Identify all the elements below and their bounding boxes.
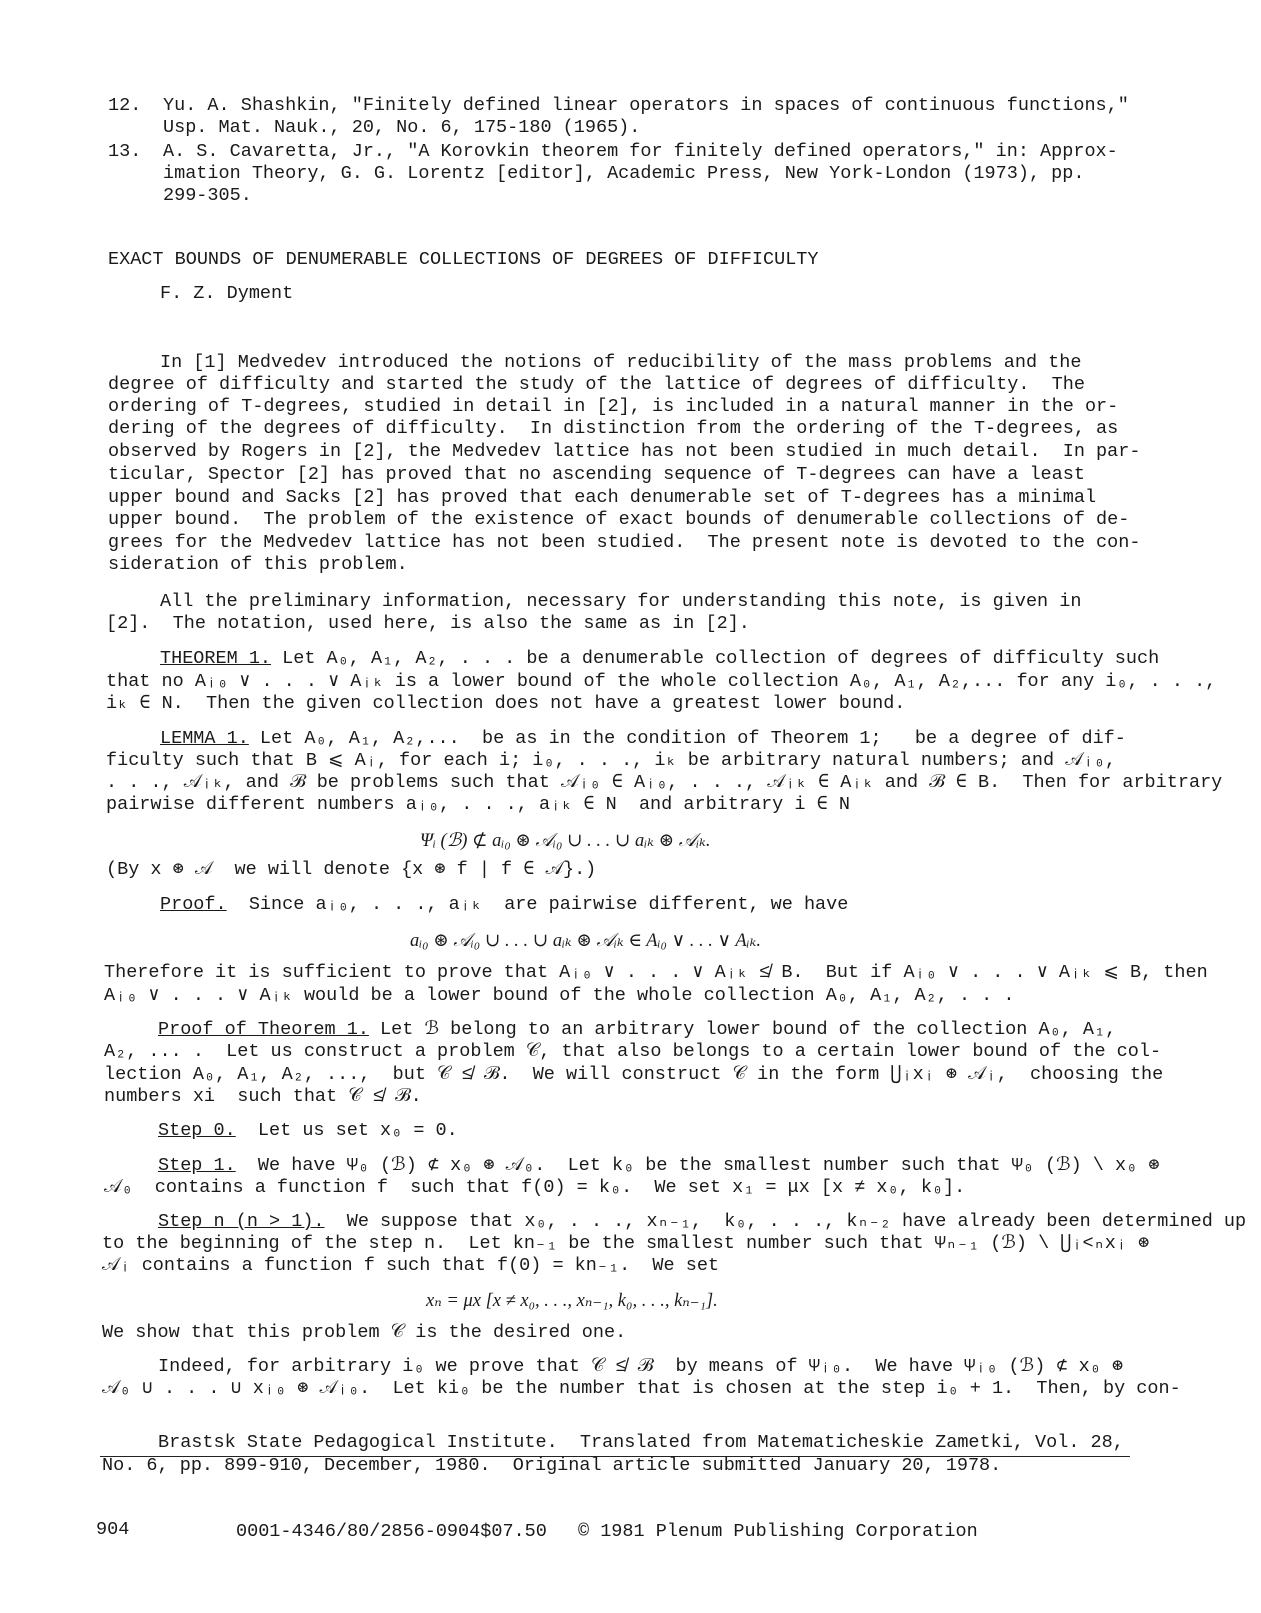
ref-13-line1: A. S. Cavaretta, Jr., "A Korovkin theorem for finitely defined operators," in: Approx-	[163, 141, 1118, 162]
notation-line: (By x ⊛ 𝒜 we will denote {x ⊛ f | f ∈ 𝒜}.)	[106, 859, 597, 880]
p1-line: ticular, Spector [2] has proved that no ascending sequence of T-degrees can have a least	[108, 464, 1085, 485]
lemma-line-2: ficulty such that B ⩽ Aᵢ, for each i; i₀, . . ., iₖ be arbitrary natural numbers; and 𝒜ᵢ₀,	[106, 750, 1116, 771]
lemma-line-1	[160, 728, 1126, 750]
step1-line-2: 𝒜₀ contains a function f such that f(0) = k₀. We set x₁ = μx [x ≠ x₀, k₀].	[104, 1177, 966, 1198]
article-author: F. Z. Dyment	[160, 283, 294, 304]
proof-label: Proof.	[160, 894, 227, 915]
p2-line: [2]. The notation, used here, is also the same as in [2].	[106, 613, 750, 634]
proof-rest-2: Aᵢ₀ ∨ . . . ∨ Aᵢₖ would be a lower bound of the whole collection A₀, A₁, A₂, . . .	[104, 985, 1015, 1006]
step1-label: Step 1.	[158, 1155, 236, 1176]
stepn-text: We suppose that x₀, . . ., xₙ₋₁, k₀, . . ., kₙ₋₂ have already been determined up	[324, 1211, 1247, 1232]
pot-label: Proof of Theorem 1.	[158, 1019, 369, 1040]
pot-text: Let ℬ belong to an arbitrary lower bound of the collection A₀, A₁,	[368, 1019, 1117, 1040]
proof-rest-1: Therefore it is sufficient to prove that Aᵢ₀ ∨ . . . ∨ Aᵢₖ ≰ B. But if Aᵢ₀ ∨ . . . ∨ Aᵢₖ ⩽ B, then	[104, 962, 1208, 983]
theorem-text: Let A₀, A₁, A₂, . . . be a denumerable collection of degrees of difficulty such	[271, 648, 1160, 669]
ref-12-line2: Usp. Mat. Nauk., 20, No. 6, 175-180 (1965).	[163, 117, 641, 138]
lemma-line-3: . . ., 𝒜ᵢₖ, and ℬ be problems such that 𝒜ᵢ₀ ∈ Aᵢ₀, . . ., 𝒜ᵢₖ ∈ Aᵢₖ and ℬ ∈ B. Then for arbitrary	[106, 772, 1223, 793]
step0-label: Step 0.	[158, 1120, 236, 1141]
p1-line: observed by Rogers in [2], the Medvedev lattice has not been studied in much detail. In par-	[108, 441, 1141, 462]
lemma-formula: Ψᵢ (ℬ) ⊄ aᵢ₀ ⊛ 𝒜ᵢ₀ ∪ . . . ∪ aᵢₖ ⊛ 𝒜ᵢₖ.	[420, 831, 711, 851]
step0-line	[158, 1120, 458, 1142]
step0-text: Let us set x₀ = 0.	[235, 1120, 458, 1141]
show-line: We show that this problem 𝒞 is the desired one.	[102, 1322, 627, 1343]
article-title: EXACT BOUNDS OF DENUMERABLE COLLECTIONS OF DEGREES OF DIFFICULTY	[108, 249, 819, 270]
ref-13-line3: 299-305.	[163, 185, 252, 206]
lemma-label: LEMMA 1.	[160, 728, 249, 749]
ref-13-line2: imation Theory, G. G. Lorentz [editor], Academic Press, New York-London (1973), pp.	[163, 163, 1085, 184]
theorem-line-2: that no Aᵢ₀ ∨ . . . ∨ Aᵢₖ is a lower bound of the whole collection A₀, A₁, A₂,... for any i₀, . . .,	[106, 671, 1217, 692]
pot-line-1	[158, 1019, 1116, 1041]
p1-line: degree of difficulty and started the study of the lattice of degrees of difficulty. The	[108, 374, 1085, 395]
p1-line: grees for the Medvedev lattice has not been studied. The present note is devoted to the con-	[108, 532, 1141, 553]
p1-line: upper bound. The problem of the existence of exact bounds of denumerable collections of de-	[108, 509, 1130, 530]
article-code: 0001-4346/80/2856-0904$07.50	[236, 1521, 547, 1542]
proof-line	[160, 894, 848, 916]
ref-13-number: 13.	[108, 141, 142, 162]
p1-line: In [1] Medvedev introduced the notions of reducibility of the mass problems and the	[160, 352, 1082, 373]
proof-text: Since aᵢ₀, . . ., aᵢₖ are pairwise different, we have	[226, 894, 849, 915]
p1-line: dering of the degrees of difficulty. In distinction from the ordering of the T-degrees, as	[108, 418, 1119, 439]
stepn-line-1	[158, 1211, 1246, 1233]
proof-formula: aᵢ₀ ⊛ 𝒜ᵢ₀ ∪ . . . ∪ aᵢₖ ⊛ 𝒜ᵢₖ ∈ Aᵢ₀ ∨ . . . ∨ Aᵢₖ.	[410, 931, 761, 951]
lemma-line-4: pairwise different numbers aᵢ₀, . . ., aᵢₖ ∈ N and arbitrary i ∈ N	[106, 794, 850, 815]
stepn-formula: xₙ = μx [x ≠ x₀, . . ., xₙ₋₁, k₀, . . ., kₙ₋₁].	[426, 1291, 718, 1311]
p1-line: sideration of this problem.	[108, 554, 408, 575]
p1-line: upper bound and Sacks [2] has proved that each denumerable set of T-degrees has a minimal	[108, 487, 1097, 508]
ref-12-line1: Yu. A. Shashkin, "Finitely defined linear operators in spaces of continuous functions,"	[163, 95, 1129, 116]
ref-12-number: 12.	[108, 95, 142, 116]
pot-line-2: A₂, ... . Let us construct a problem 𝒞, that also belongs to a certain lower bound of the col-	[104, 1041, 1162, 1062]
step1-text: We have Ψ₀ (ℬ) ⊄ x₀ ⊛ 𝒜₀. Let k₀ be the smallest number such that Ψ₀ (ℬ) \ x₀ ⊛	[235, 1155, 1160, 1176]
lemma-text: Let A₀, A₁, A₂,... be as in the condition of Theorem 1; be a degree of dif-	[248, 728, 1126, 749]
pot-line-4: numbers xi such that 𝒞 ≰ ℬ.	[104, 1086, 422, 1107]
theorem-label: THEOREM 1.	[160, 648, 272, 669]
footnote-line-2: No. 6, pp. 899-910, December, 1980. Original article submitted January 20, 1978.	[102, 1455, 1002, 1476]
footnote-line-1: Brastsk State Pedagogical Institute. Translated from Matematicheskie Zametki, Vol. 28,	[158, 1432, 1124, 1453]
stepn-line-2: to the beginning of the step n. Let kn₋₁ be the smallest number such that Ψₙ₋₁ (ℬ) \ ⋃ᵢ<ₙxᵢ ⊛	[102, 1233, 1150, 1254]
stepn-label: Step n (n > 1).	[158, 1211, 325, 1232]
page-number: 904	[96, 1519, 130, 1540]
indeed-line-2: 𝒜₀ ∪ . . . ∪ xᵢ₀ ⊛ 𝒜ᵢ₀. Let ki₀ be the number that is chosen at the step i₀ + 1. Then, by con-	[102, 1378, 1181, 1399]
p2-line: All the preliminary information, necessary for understanding this note, is given in	[160, 591, 1082, 612]
indeed-line-1: Indeed, for arbitrary i₀ we prove that 𝒞 ≰ ℬ by means of Ψᵢ₀. We have Ψᵢ₀ (ℬ) ⊄ x₀ ⊛	[158, 1356, 1124, 1377]
pot-line-3: lection A₀, A₁, A₂, ..., but 𝒞 ≰ ℬ. We will construct 𝒞 in the form ⋃ᵢxᵢ ⊛ 𝒜ᵢ, choosing the	[104, 1064, 1164, 1085]
p1-line: ordering of T-degrees, studied in detail in [2], is included in a natural manner in the or-	[108, 396, 1119, 417]
theorem-line-3: iₖ ∈ N. Then the given collection does not have a greatest lower bound.	[106, 693, 906, 714]
step1-line-1	[158, 1155, 1159, 1177]
stepn-line-3: 𝒜ᵢ contains a function f such that f(0) = kn₋₁. We set	[102, 1255, 720, 1276]
copyright: © 1981 Plenum Publishing Corporation	[578, 1521, 978, 1542]
theorem-line-1	[160, 648, 1159, 670]
